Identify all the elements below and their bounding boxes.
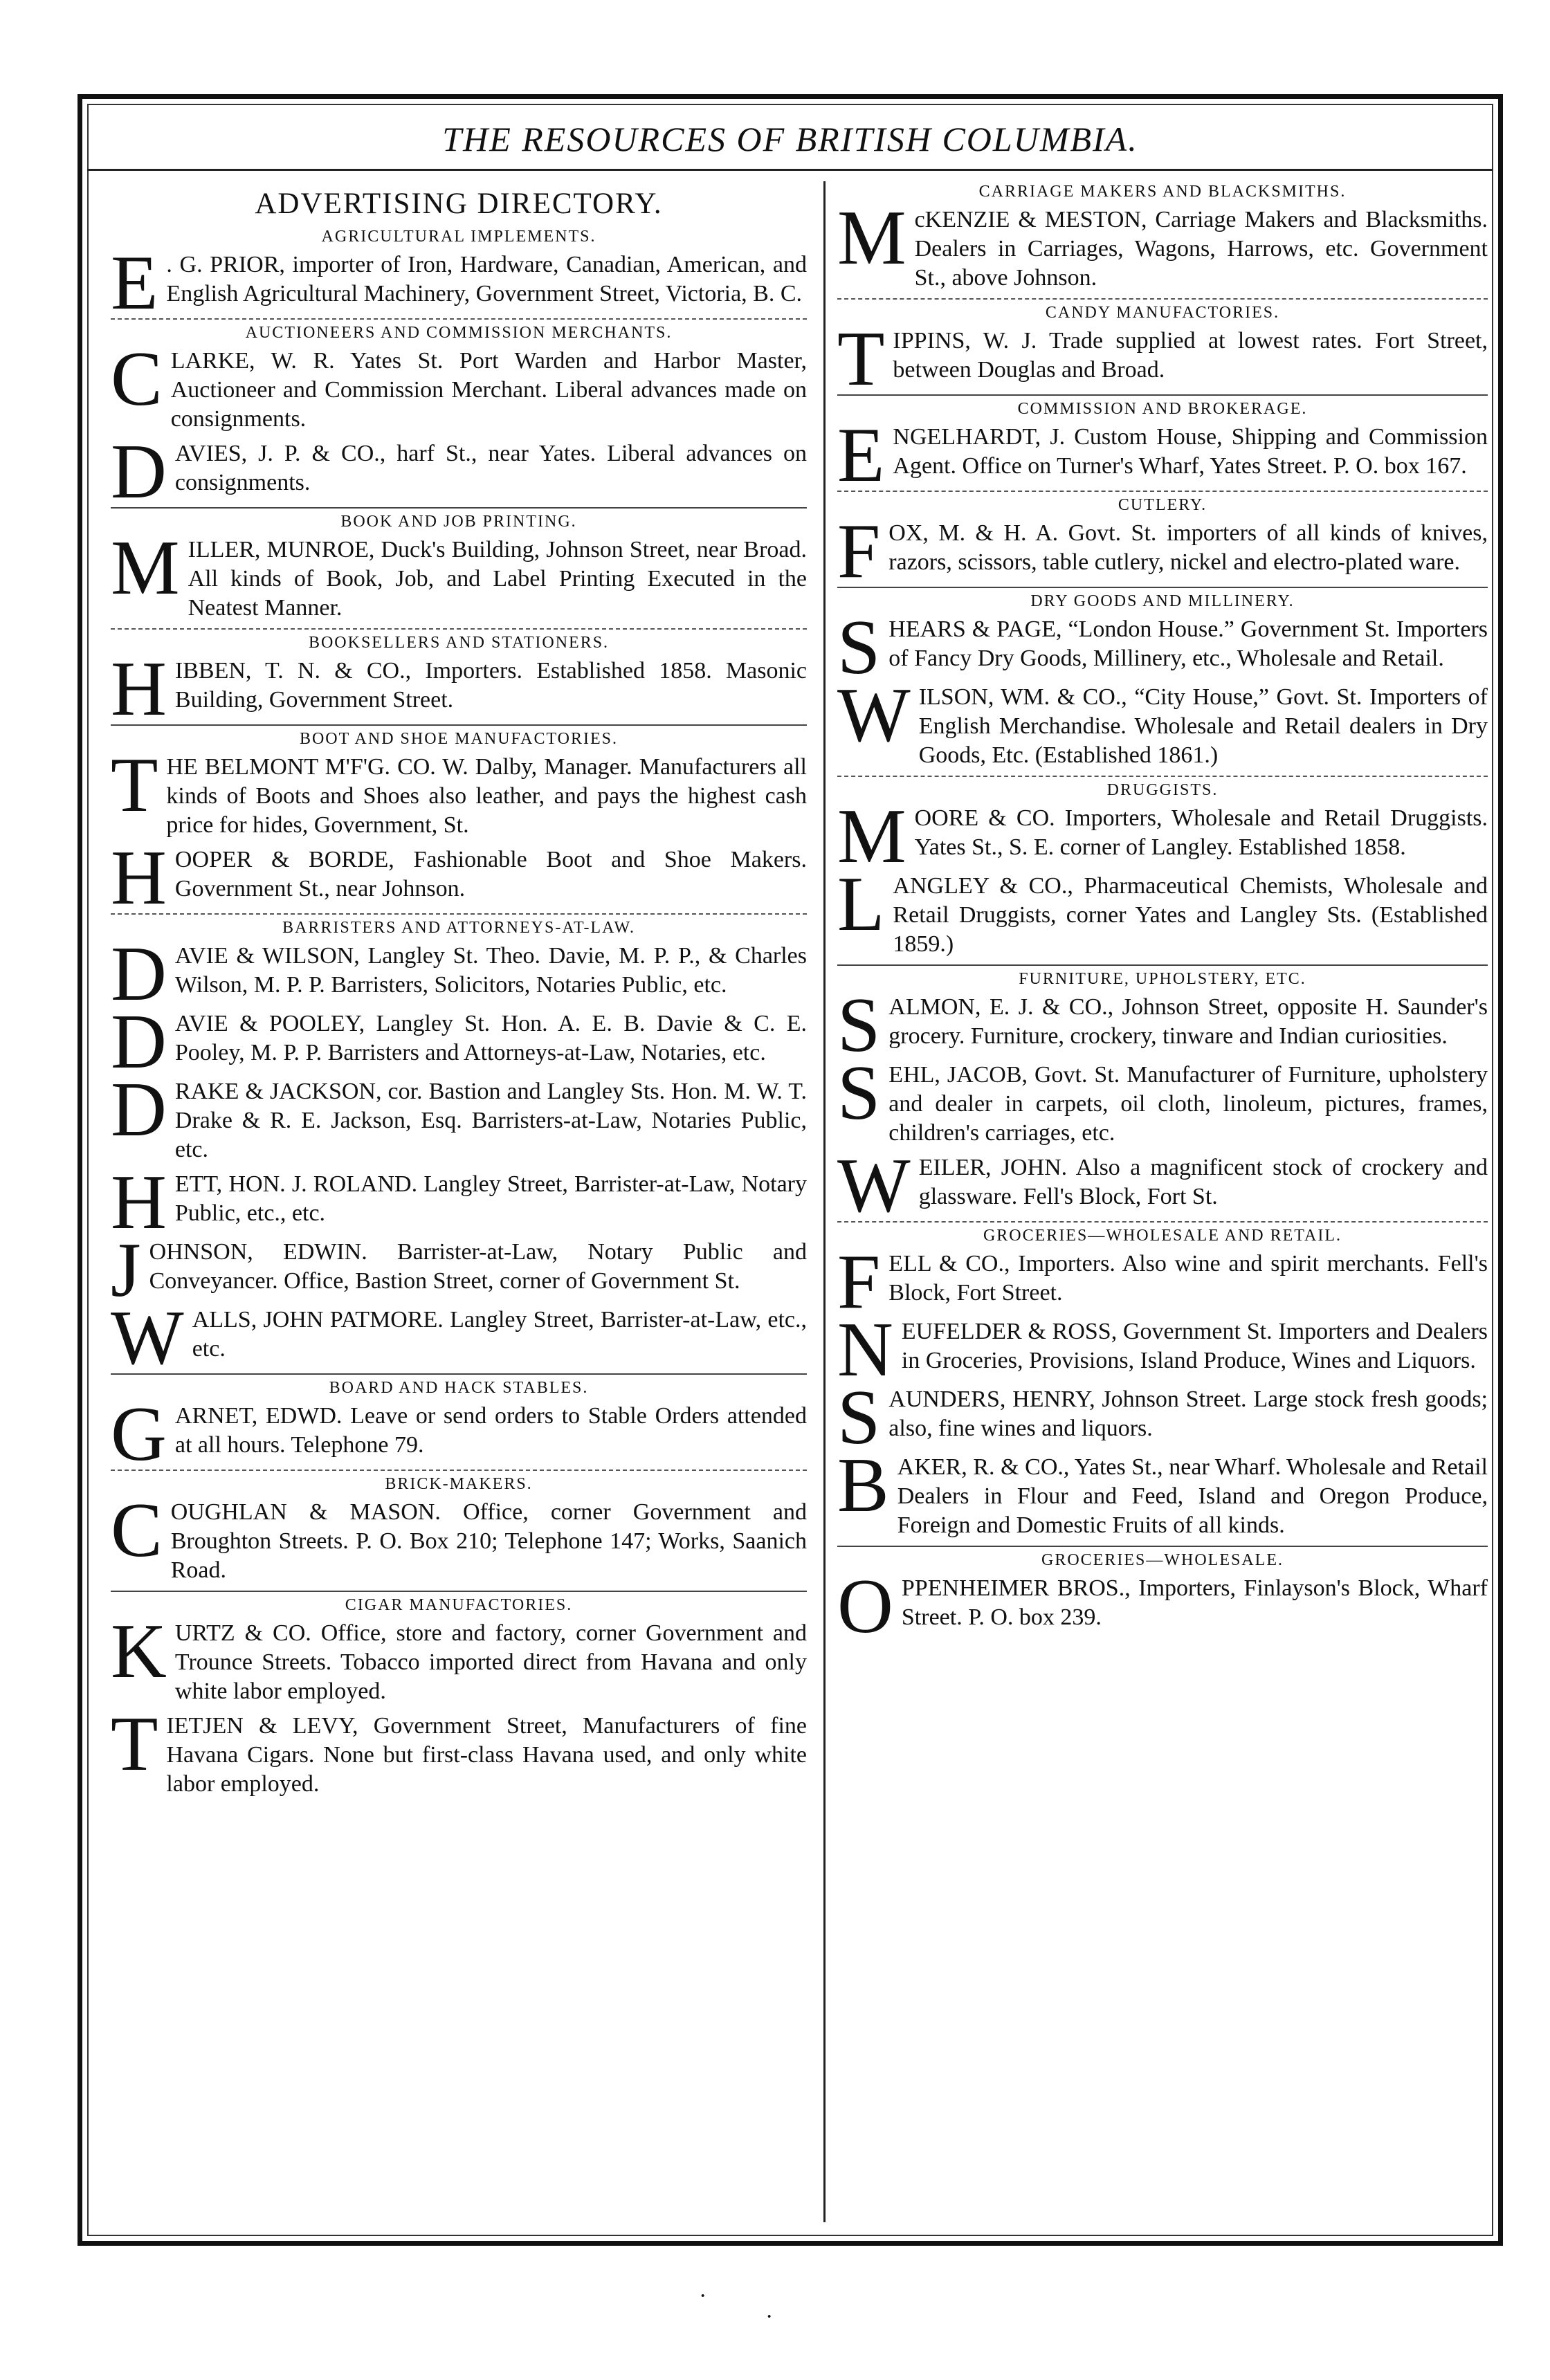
section-rule	[837, 964, 1488, 966]
drop-cap-initial: T	[111, 742, 158, 828]
entry-text: . G. PRIOR, importer of Iron, Hardware, Canadian, American, and English Agricultural Machinery, Government Street, Victoria, B. C.	[166, 252, 807, 306]
entry-text: ANGLEY & CO., Pharmaceutical Chemists, Wholesale and Retail Druggists, corner Yates and Langley Sts. (Established 1859.)	[893, 873, 1488, 957]
directory-title: ADVERTISING DIRECTORY.	[255, 187, 663, 220]
drop-cap-initial: W	[837, 1143, 911, 1229]
entry-text: EHL, JACOB, Govt. St. Manufacturer of Furniture, upholstery and dealer in carpets, oil cloth, linoleum, pictures, frames, children's carriages, etc.	[888, 1062, 1488, 1146]
directory-entry	[837, 1307, 1488, 1393]
drop-cap-initial: N	[837, 1307, 893, 1393]
entry-text: OX, M. & H. A. Govt. St. importers of all kinds of knives, razors, scissors, table cutlery, nickel and electro-plated ware.	[888, 520, 1488, 575]
entry-text: OHNSON, EDWIN. Barrister-at-Law, Notary Public and Conveyancer. Office, Bastion Street, corner of Government St.	[149, 1239, 807, 1294]
section-heading: AGRICULTURAL IMPLEMENTS.	[321, 228, 596, 246]
entry-text: ETT, HON. J. ROLAND. Langley Street, Barrister-at-Law, Notary Public, etc., etc.	[174, 1171, 807, 1226]
entry-text: ILLER, MUNROE, Duck's Building, Johnson Street, near Broad. All kinds of Book, Job, and Label Printing Executed in the Neatest Manner.	[188, 537, 807, 621]
left-column	[111, 180, 807, 1804]
entry-text: ALLS, JOHN PATMORE. Langley Street, Barrister-at-Law, etc., etc.	[192, 1307, 807, 1362]
entry-text: ILSON, WM. & CO., “City House,” Govt. St. Importers of English Merchandise. Wholesale and Retail dealers in Dry Goods, Etc. (Established 1861.)	[918, 684, 1488, 768]
entry-text: IETJEN & LEVY, Government Street, Manufacturers of fine Havana Cigars. None but first-class Havana used, and only white labor employed.	[166, 1713, 807, 1797]
section-heading: DRUGGISTS.	[1106, 781, 1219, 799]
entry-text: AVIE & WILSON, Langley St. Theo. Davie, M. P. P., & Charles Wilson, M. P. P. Barristers, Solicitors, Notaries Public, etc.	[174, 943, 807, 998]
drop-cap-initial: T	[837, 316, 885, 402]
drop-cap-initial: O	[837, 1564, 893, 1649]
column-divider	[823, 181, 826, 2222]
section-heading: GROCERIES—WHOLESALE AND RETAIL.	[983, 1227, 1342, 1245]
drop-cap-initial: E	[837, 412, 885, 498]
entry-text: NGELHARDT, J. Custom House, Shipping and Commission Agent. Office on Turner's Wharf, Yates Street. P. O. box 167.	[893, 424, 1488, 479]
drop-cap-initial: H	[111, 835, 167, 921]
drop-cap-initial: F	[837, 509, 881, 594]
drop-cap-initial: J	[111, 1227, 141, 1313]
section-heading: FURNITURE, UPHOLSTERY, ETC.	[1019, 970, 1306, 988]
entry-text: IPPINS, W. J. Trade supplied at lowest rates. Fort Street, between Douglas and Broad.	[893, 328, 1488, 383]
section-heading: CANDY MANUFACTORIES.	[1045, 304, 1280, 322]
drop-cap-initial: M	[111, 525, 180, 611]
entry-text: OORE & CO. Importers, Wholesale and Retail Druggists. Yates St., S. E. corner of Langley. Established 1858.	[914, 805, 1488, 860]
section-heading: BOOKSELLERS AND STATIONERS.	[308, 634, 610, 652]
entry-text: ELL & CO., Importers. Also wine and spirit merchants. Fell's Block, Fort Street.	[888, 1251, 1488, 1306]
directory-entry	[111, 1295, 807, 1381]
section-rule	[111, 724, 807, 726]
section-rule	[837, 298, 1488, 300]
directory-entry	[837, 1564, 1488, 1649]
drop-cap-initial: M	[837, 794, 906, 879]
running-head: THE RESOURCES OF BRITISH COLUMBIA.	[442, 120, 1138, 158]
directory-entry	[837, 794, 1488, 879]
directory-entry	[837, 982, 1488, 1068]
directory-entry	[111, 1227, 807, 1313]
drop-cap-initial: E	[111, 240, 158, 326]
section-rule	[111, 1373, 807, 1375]
section-heading: BRICK-MAKERS.	[385, 1475, 533, 1493]
directory-entry	[111, 240, 807, 326]
drop-cap-initial: C	[111, 336, 163, 422]
directory-entry	[111, 1488, 807, 1585]
drop-cap-initial: K	[111, 1609, 167, 1694]
drop-cap-initial: S	[837, 605, 881, 690]
directory-entry	[111, 1701, 807, 1799]
section-rule	[111, 1591, 807, 1592]
directory-entry	[111, 429, 807, 515]
drop-cap-initial: D	[111, 931, 167, 1017]
section-heading: CIGAR MANUFACTORIES.	[345, 1596, 573, 1614]
drop-cap-initial: C	[111, 1488, 163, 1573]
entry-text: HEARS & PAGE, “London House.” Government St. Importers of Fancy Dry Goods, Millinery, etc., Wholesale and Retail.	[888, 616, 1488, 671]
entry-text: IBBEN, T. N. & CO., Importers. Established 1858. Masonic Building, Government Street.	[174, 658, 807, 713]
directory-entry	[111, 646, 807, 732]
section-rule	[111, 628, 807, 630]
head-rule	[87, 169, 1493, 171]
directory-entry	[837, 861, 1488, 959]
entry-text: AUNDERS, HENRY, Johnson Street. Large stock fresh goods; also, fine wines and liquors.	[888, 1386, 1488, 1441]
entry-text: AKER, R. & CO., Yates St., near Wharf. Wholesale and Retail Dealers in Flour and Feed, Island and Oregon Produce, Foreign and Domestic Fruits of all kinds.	[897, 1454, 1488, 1538]
directory-entry	[111, 931, 807, 1017]
directory-entry	[837, 1375, 1488, 1461]
section-heading: GROCERIES—WHOLESALE.	[1041, 1551, 1284, 1569]
section-rule	[837, 394, 1488, 396]
entry-text: EILER, JOHN. Also a magnificent stock of crockery and glassware. Fell's Block, Fort St.	[918, 1155, 1488, 1209]
directory-entry	[837, 605, 1488, 690]
directory-entry	[837, 509, 1488, 594]
section-heading: BARRISTERS AND ATTORNEYS-AT-LAW.	[282, 919, 635, 937]
drop-cap-initial: S	[837, 1050, 881, 1136]
directory-entry	[111, 1609, 807, 1706]
drop-cap-initial: H	[111, 1160, 167, 1245]
drop-cap-initial: D	[111, 1067, 167, 1153]
directory-entry	[111, 1067, 807, 1164]
directory-entry	[837, 412, 1488, 498]
directory-entry	[111, 336, 807, 434]
directory-entry	[111, 1160, 807, 1245]
section-rule	[837, 587, 1488, 588]
entry-text: AVIE & POOLEY, Langley St. Hon. A. E. B. Davie & C. E. Pooley, M. P. P. Barristers and Attorneys-at-Law, Notaries, etc.	[174, 1011, 807, 1065]
entry-text: HE BELMONT M'F'G. CO. W. Dalby, Manager. Manufacturers all kinds of Boots and Shoes also leather, and pays the highest cash price for hides, Government, St.	[166, 754, 807, 838]
stray-mark: ·	[765, 2304, 774, 2329]
drop-cap-initial: G	[111, 1391, 167, 1477]
section-rule	[837, 1221, 1488, 1223]
section-heading: AUCTIONEERS AND COMMISSION MERCHANTS.	[245, 324, 673, 342]
entry-text: OOPER & BORDE, Fashionable Boot and Shoe Makers. Government St., near Johnson.	[174, 847, 807, 901]
section-rule	[837, 776, 1488, 777]
drop-cap-initial: S	[837, 1375, 881, 1461]
entry-text: ALMON, E. J. & CO., Johnson Street, opposite H. Saunder's grocery. Furniture, crockery, tinware and Indian curiosities.	[888, 994, 1488, 1049]
entry-text: AVIES, J. P. & CO., harf St., near Yates. Liberal advances on consignments.	[174, 441, 807, 495]
drop-cap-initial: H	[111, 646, 167, 732]
section-heading: COMMISSION AND BROKERAGE.	[1017, 400, 1308, 418]
section-rule	[111, 913, 807, 915]
directory-entry	[111, 742, 807, 840]
drop-cap-initial: F	[837, 1239, 881, 1325]
entry-text: LARKE, W. R. Yates St. Port Warden and Harbor Master, Auctioneer and Commission Merchant. Liberal advances made on consignments.	[170, 348, 807, 432]
drop-cap-initial: S	[837, 982, 881, 1068]
directory-entry	[111, 835, 807, 921]
stray-mark: ·	[699, 2283, 707, 2309]
entry-text: EUFELDER & ROSS, Government St. Importers and Dealers in Groceries, Provisions, Island Produce, Wines and Liquors.	[901, 1319, 1488, 1373]
drop-cap-initial: L	[837, 861, 885, 947]
entry-text: PPENHEIMER BROS., Importers, Finlayson's Block, Wharf Street. P. O. box 239.	[901, 1575, 1488, 1630]
entry-text: OUGHLAN & MASON. Office, corner Government and Broughton Streets. P. O. Box 210; Telephone 147; Works, Saanich Road.	[170, 1499, 807, 1583]
section-rule	[837, 1546, 1488, 1547]
drop-cap-initial: W	[111, 1295, 184, 1381]
drop-cap-initial: T	[111, 1701, 158, 1787]
section-heading: BOOK AND JOB PRINTING.	[340, 513, 577, 531]
drop-cap-initial: D	[111, 429, 167, 515]
entry-text: ARNET, EDWD. Leave or send orders to Stable Orders attended at all hours. Telephone 79.	[174, 1403, 807, 1458]
drop-cap-initial: D	[111, 999, 167, 1085]
section-heading: DRY GOODS AND MILLINERY.	[1030, 592, 1295, 610]
directory-entry	[837, 1239, 1488, 1325]
entry-text: cKENZIE & MESTON, Carriage Makers and Blacksmiths. Dealers in Carriages, Wagons, Harrows, etc. Government St., above Johnson.	[914, 207, 1488, 291]
directory-entry	[111, 525, 807, 623]
section-heading: CUTLERY.	[1118, 496, 1207, 514]
drop-cap-initial: B	[837, 1443, 889, 1528]
section-rule	[111, 507, 807, 509]
directory-entry	[837, 1050, 1488, 1148]
section-rule	[111, 1470, 807, 1471]
entry-text: RAKE & JACKSON, cor. Bastion and Langley Sts. Hon. M. W. T. Drake & R. E. Jackson, Esq. Barristers-at-Law, Notaries Public, etc.	[174, 1079, 807, 1162]
section-heading: CARRIAGE MAKERS AND BLACKSMITHS.	[978, 183, 1347, 201]
directory-entry	[837, 672, 1488, 770]
section-rule	[111, 318, 807, 320]
directory-entry	[837, 316, 1488, 402]
section-heading: BOOT AND SHOE MANUFACTORIES.	[299, 730, 619, 748]
section-rule	[837, 491, 1488, 492]
section-heading: BOARD AND HACK STABLES.	[329, 1379, 589, 1397]
directory-entry	[837, 1143, 1488, 1229]
directory-entry	[837, 1443, 1488, 1540]
drop-cap-initial: M	[837, 195, 906, 281]
directory-entry	[837, 195, 1488, 293]
entry-text: URTZ & CO. Office, store and factory, corner Government and Trounce Streets. Tobacco imported direct from Havana and only white labor employed.	[174, 1620, 807, 1704]
directory-entry	[111, 1391, 807, 1477]
drop-cap-initial: W	[837, 672, 911, 758]
right-column	[837, 180, 1488, 1649]
directory-entry	[111, 999, 807, 1085]
